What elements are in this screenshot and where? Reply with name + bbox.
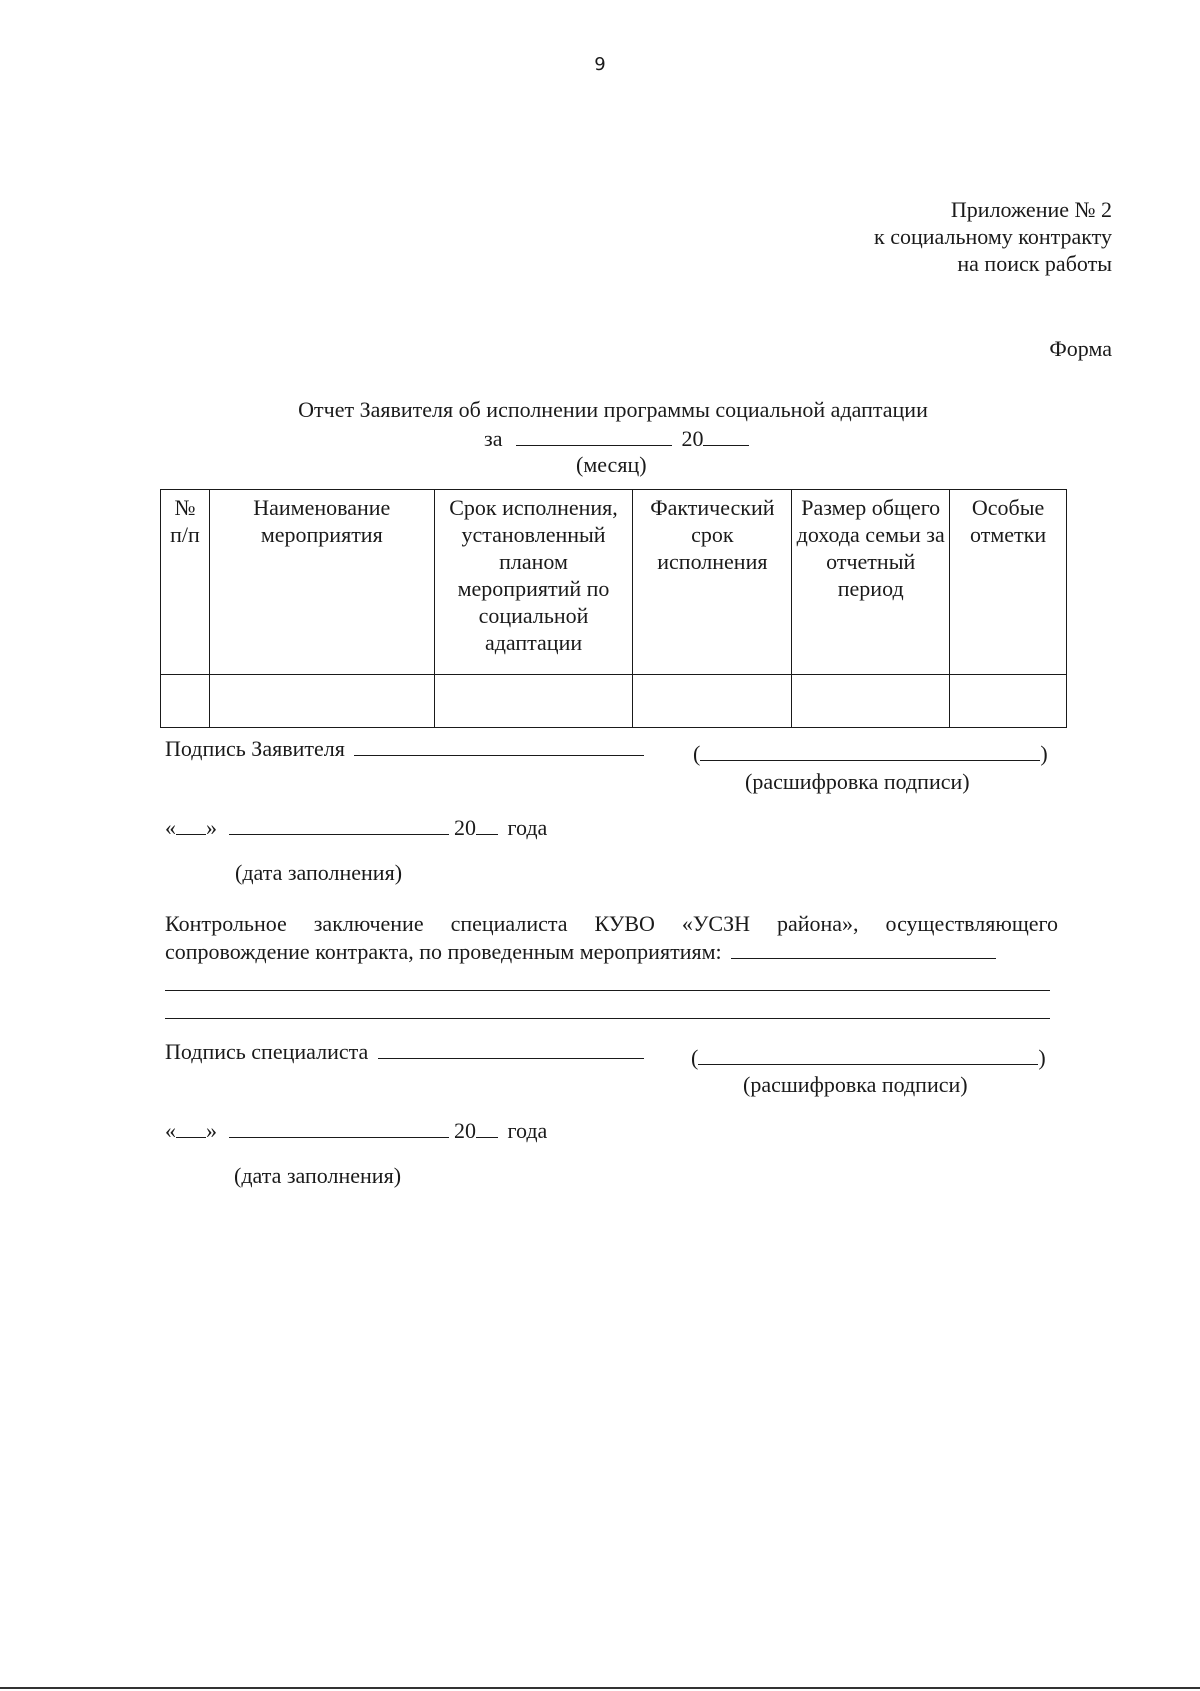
period-prefix: за [484, 426, 503, 451]
conclusion-line-1: Контрольное заключение специалиста КУВО «УСЗН района», осуществляющего [165, 911, 1058, 936]
date-close-quote: » [206, 1118, 217, 1143]
applicant-year-blank[interactable] [476, 814, 498, 835]
specialist-name-caption: (расшифровка подписи) [743, 1072, 968, 1097]
page-number: 9 [594, 54, 606, 75]
date-suffix: года [507, 1118, 548, 1143]
month-caption: (месяц) [576, 452, 647, 477]
applicant-name-open-paren: ( [693, 741, 701, 766]
applicant-name-caption: (расшифровка подписи) [745, 769, 970, 794]
period-year-prefix: 20 [681, 426, 704, 451]
conclusion-line-2: сопровождение контракта, по проведенным мероприятиям: [165, 939, 722, 964]
specialist-name-close-paren: ) [1038, 1045, 1046, 1070]
header-family-income: Размер общего дохода семьи за отчетный период [792, 490, 950, 675]
appendix-line-2: к социальному контракту [874, 224, 1112, 249]
specialist-date-caption: (дата заполнения) [234, 1163, 402, 1188]
applicant-name-close-paren: ) [1040, 741, 1048, 766]
header-planned-deadline: Срок исполнения, установленный планом мероприятий по социальной адаптации [434, 490, 633, 675]
specialist-day-blank[interactable] [176, 1117, 206, 1138]
table-header-row [161, 490, 1067, 675]
applicant-month-blank[interactable] [229, 814, 449, 835]
report-period [484, 425, 749, 452]
header-number: № п/п [161, 490, 210, 675]
specialist-year-blank[interactable] [476, 1117, 498, 1138]
table-cell-family-income[interactable] [792, 675, 950, 728]
specialist-signature-row [165, 1038, 644, 1065]
month-blank[interactable] [516, 425, 672, 446]
report-table [160, 489, 1067, 728]
form-label: Форма [1049, 336, 1112, 361]
specialist-signature-label: Подпись специалиста [165, 1039, 369, 1064]
applicant-signature-row [165, 735, 644, 762]
page-bottom-rule [0, 1687, 1200, 1689]
date-suffix: года [507, 815, 548, 840]
applicant-date-caption: (дата заполнения) [235, 860, 403, 885]
date-open-quote: « [165, 1118, 176, 1143]
appendix-header [874, 196, 1112, 277]
applicant-name-row [693, 740, 1048, 767]
table-row [161, 675, 1067, 728]
header-special-notes: Особые отметки [950, 490, 1067, 675]
conclusion-blank-2[interactable] [165, 990, 1050, 991]
applicant-signature-blank[interactable] [354, 735, 644, 756]
appendix-line-1: Приложение № 2 [950, 197, 1112, 222]
applicant-signature-label: Подпись Заявителя [165, 736, 345, 761]
conclusion-blank-1[interactable] [731, 938, 996, 959]
specialist-date-row [165, 1117, 547, 1144]
date-close-quote: » [206, 815, 217, 840]
date-year-prefix: 20 [454, 815, 476, 840]
report-title: Отчет Заявителя об исполнении программы социальной адаптации [298, 397, 928, 422]
table-cell-actual-deadline[interactable] [633, 675, 792, 728]
applicant-date-row [165, 814, 547, 841]
specialist-name-row [691, 1044, 1046, 1071]
conclusion-blank-3[interactable] [165, 1018, 1050, 1019]
specialist-name-open-paren: ( [691, 1045, 699, 1070]
table-cell-activity-name[interactable] [209, 675, 434, 728]
specialist-signature-blank[interactable] [378, 1038, 644, 1059]
applicant-day-blank[interactable] [176, 814, 206, 835]
table-cell-number[interactable] [161, 675, 210, 728]
year-blank[interactable] [703, 425, 749, 446]
date-open-quote: « [165, 815, 176, 840]
header-actual-deadline: Фактический срок исполнения [633, 490, 792, 675]
applicant-name-blank[interactable] [700, 740, 1040, 761]
table-cell-planned-deadline[interactable] [434, 675, 633, 728]
appendix-line-3: на поиск работы [957, 251, 1112, 276]
header-activity-name: Наименование мероприятия [209, 490, 434, 675]
specialist-name-blank[interactable] [698, 1044, 1038, 1065]
conclusion-line-2-row [165, 938, 996, 965]
table-cell-special-notes[interactable] [950, 675, 1067, 728]
specialist-month-blank[interactable] [229, 1117, 449, 1138]
date-year-prefix: 20 [454, 1118, 476, 1143]
